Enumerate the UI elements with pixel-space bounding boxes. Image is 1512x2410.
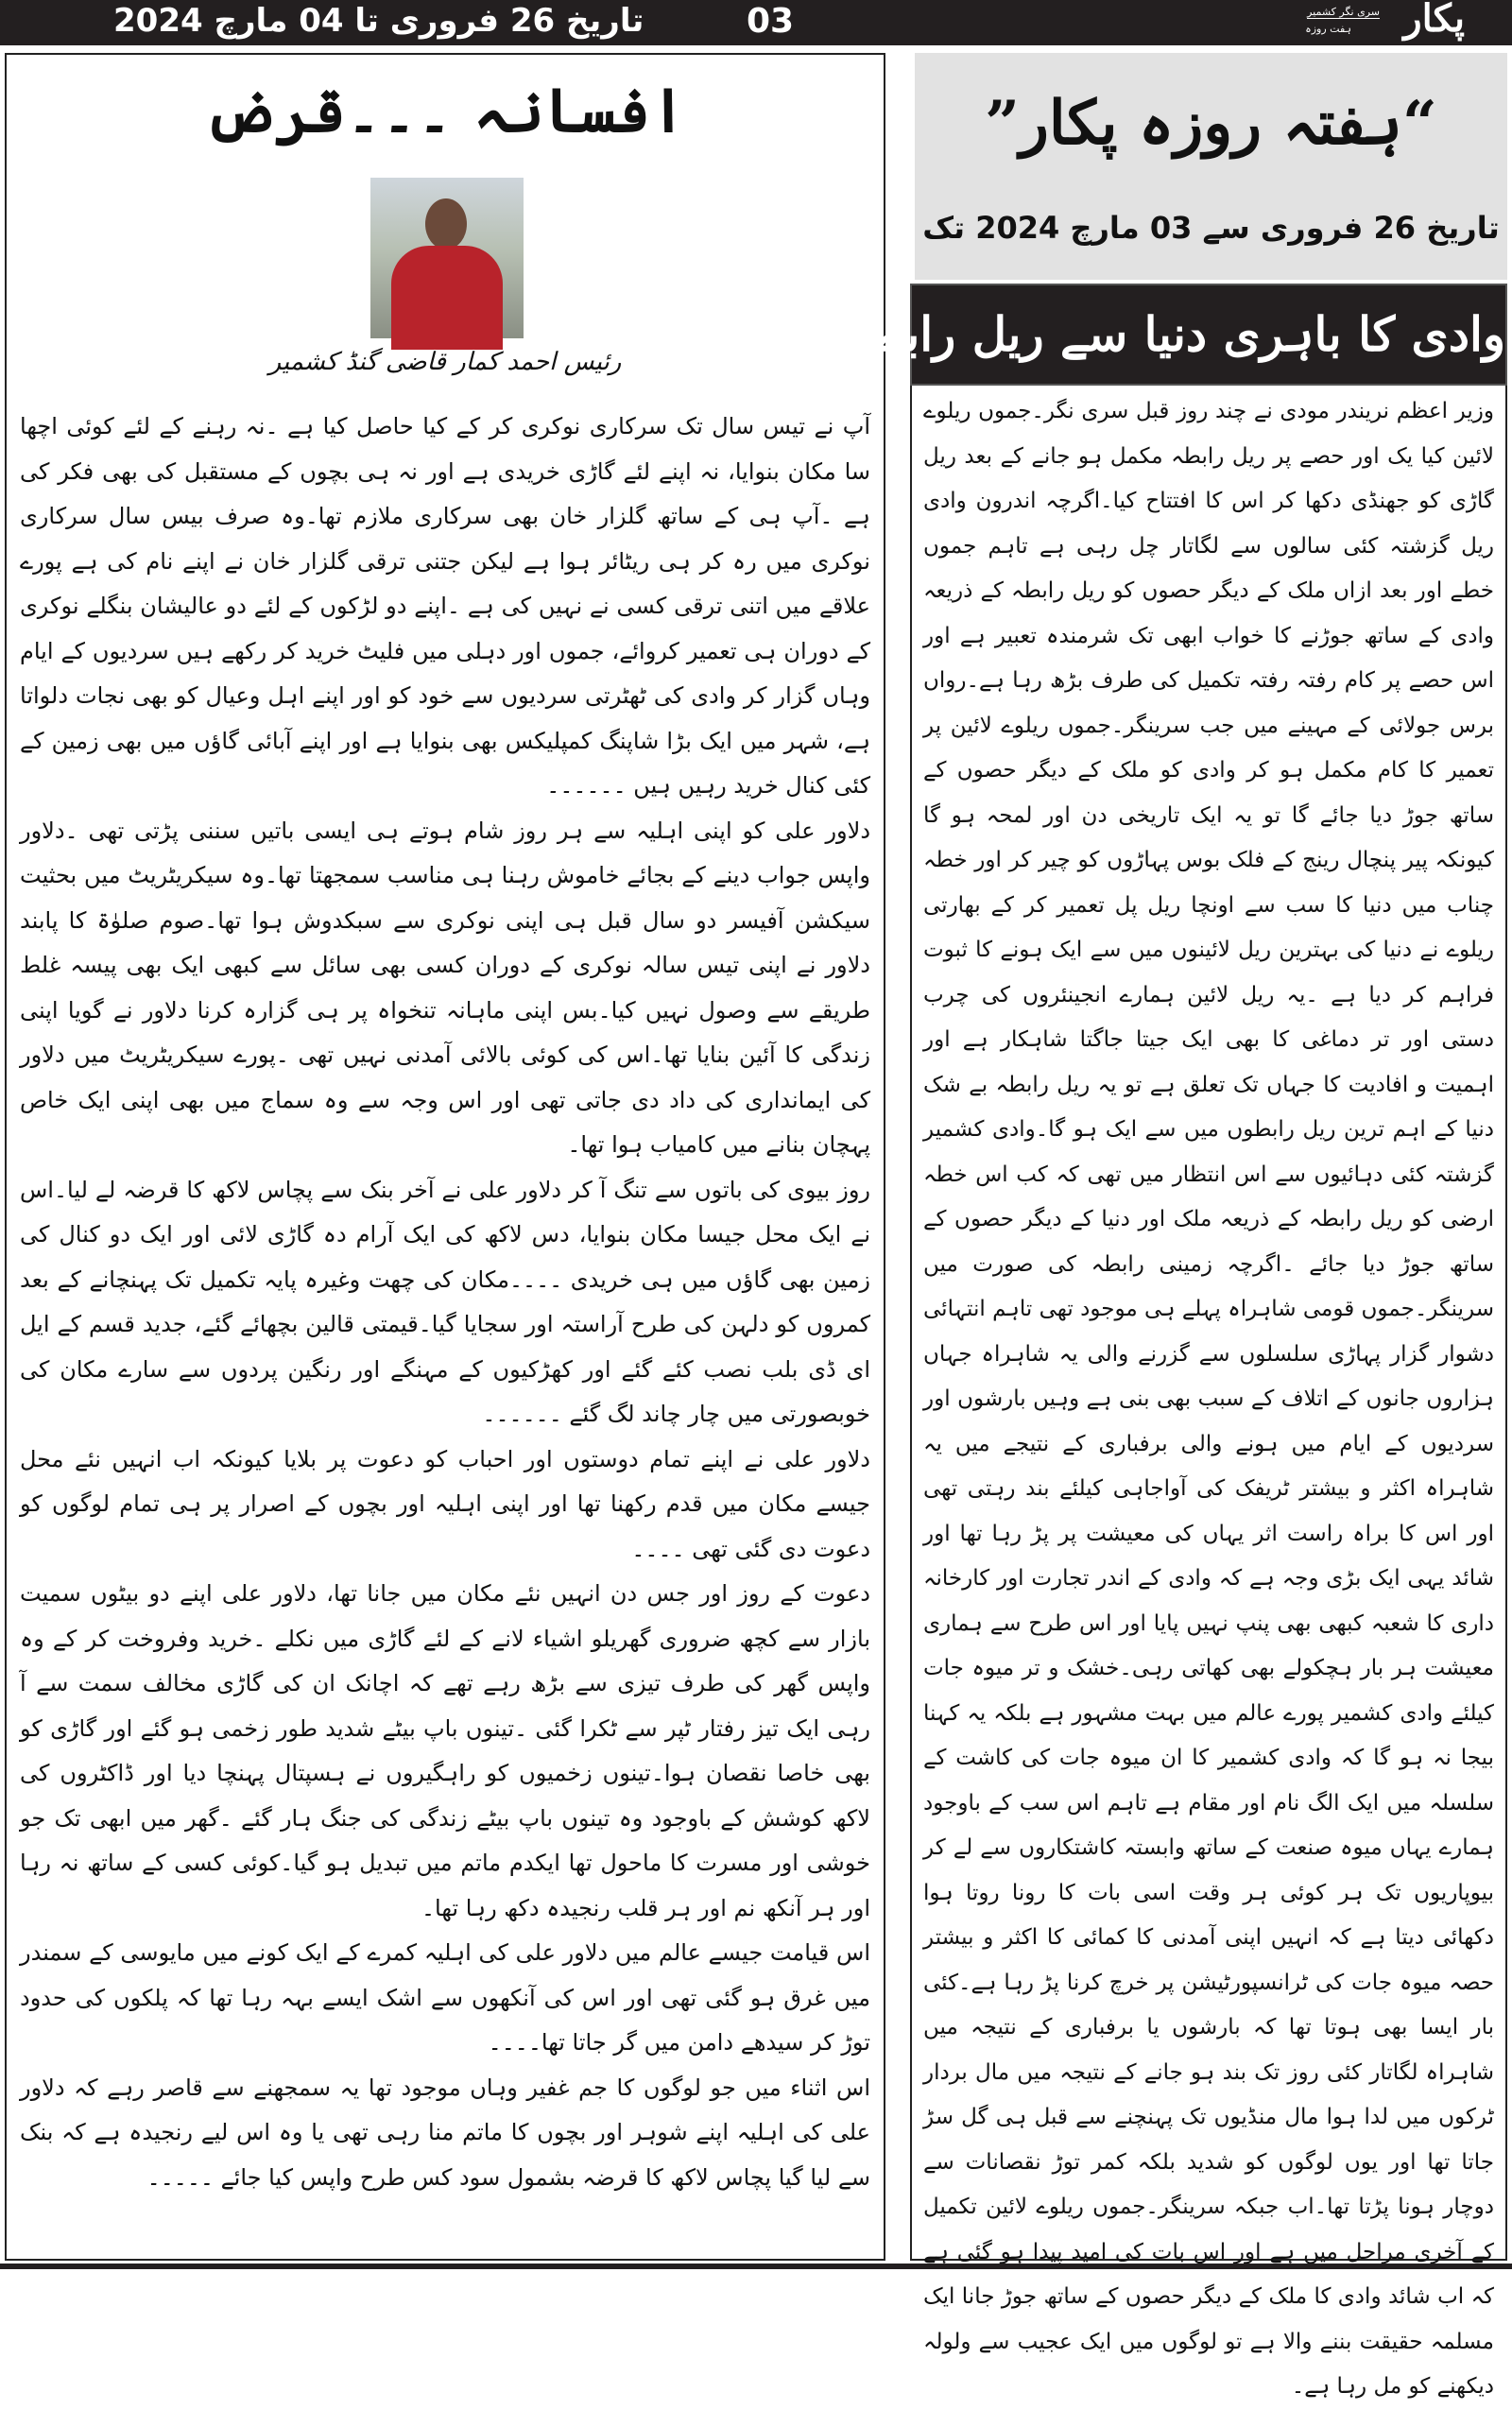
- bottom-rule: [0, 2264, 1512, 2269]
- story-paragraph: دعوت کے روز اور جس دن انہیں نئے مکان میں جانا تھا، دلاور علی اپنے دو بیٹوں سمیت بازار سے کچھ ضروری گھریلو اشیاء لانے کے لئے گاڑی میں نکلے ۔خرید وفروخت کر کے وہ واپس گھر کی طرف تیزی سے بڑھ رہے تھے کہ اچانک ان کی گاڑی مخالف سمت سے آ رہی ایک تیز رفتار ٹپر سے ٹکرا گئی ۔تینوں باپ بیٹے شدید طور زخمی ہو گئے اور گاڑی کو بھی خاصا نقصان ہوا۔تینوں زخمیوں کو راہگیروں نے ہسپتال پہنچا دیا اور ڈاکٹروں کی لاکھ کوشش کے باوجود وہ تینوں باپ بیٹے زندگی کی جنگ ہار گئے ۔گھر میں ابھی تک جو خوشی اور مسرت کا ماحول تھا ایکدم ماتم میں تبدیل ہو گیا۔کوئی کسی کے ساتھ نہ رہا اور ہر آنکھ نم اور ہر قلب رنجیدہ دکھ رہا تھا۔: [20, 1580, 871, 1921]
- author-photo-head: [425, 198, 467, 250]
- story-paragraph: دلاور علی نے اپنے تمام دوستوں اور احباب کو دعوت پر بلایا کیونکہ اب انہیں نئے محل جیسے مکان میں قدم رکھنا تھا اور اپنی اہلیہ اور بچوں کے اصرار پر ہی تمام لوگوں کو دعوت دی گئی تھی ۔۔۔۔: [20, 1445, 870, 1562]
- masthead-title: “ہفتہ روزہ پکار”: [985, 88, 1437, 159]
- logo-city: سری نگر کشمیر: [1307, 6, 1380, 18]
- story-paragraph: آپ نے تیس سال تک سرکاری نوکری کر کے کیا حاصل کیا ہے ۔نہ رہنے کے لئے کوئی اچھا سا مکان بنوایا، نہ اپنے لئے گاڑی خریدی ہے اور نہ ہی بچوں کے مستقبل کی بھی فکر کی ہے ۔آپ ہی کے ساتھ گلزار خان بھی سرکاری ملازم تھا۔وہ صرف بیس سال سرکاری نوکری میں رہ کر ہی ریٹائر ہوا ہے لیکن جتنی ترقی گلزار خان نے اپنے نام کی ہے پورے علاقے میں اتنی ترقی کسی نے نہیں کی ہے ۔اپنے دو لڑکوں کے لئے دو عالیشان بنگلے نوکری کے دوران ہی تعمیر کروائے، جموں اور دہلی میں فلیٹ خرید کر رکھے ہیں سردیوں کے ایام وہاں گزار کر وادی کی ٹھٹرتی سردیوں سے خود کو اور اپنے اہل وعیال کو بھی نجات دلواتا ہے، شہر میں ایک بڑا شاپنگ کمپلیکس بھی بنوایا ہے اور اپنے آبائی گاؤں میں بھی زمین کے کئی کنال خرید رہیں ہیں ۔۔۔۔۔۔: [20, 413, 870, 799]
- story-paragraph: اس اثناء میں جو لوگوں کا جم غفیر وہاں موجود تھا یہ سمجھنے سے قاصر رہے کہ دلاور علی کی اہلیہ اپنے شوہر اور بچوں کا ماتم منا رہی تھی یا وہ اس لیے رنجیدہ ہے کہ بنک سے لیا گیا پچاس لاکھ کا قرضہ بشمول سود کس طرح واپس کیا جائے ۔۔۔۔۔: [20, 2074, 870, 2191]
- author-byline: رئیس احمد کمار قاضی گنڈ کشمیر: [268, 348, 622, 376]
- newspaper-logo: [1247, 0, 1474, 45]
- header-date: تاریخ 26 فروری تا 04 مارچ 2024: [113, 2, 644, 40]
- masthead-box: [915, 53, 1507, 280]
- editorial-title: وادی کا باہری دنیا سے ریل رابطہ: [910, 284, 1507, 386]
- short-story-section: [5, 53, 885, 2261]
- story-body: [20, 405, 870, 2253]
- editorial-body: وزیر اعظم نریندر مودی نے چند روز قبل سری نگر۔جموں ریلوے لائین کیا یک اور حصے پر ریل رابطہ مکمل ہو جانے کے بعد ریل گاڑی کو جھنڈی دکھا کر اس کا افتتاح کیا۔اگرچہ اندرون وادی ریل گزشتہ کئی سالوں سے لگاتار چل رہی ہے تاہم جموں خطے اور بعد ازاں ملک کے دیگر حصوں کو ریل رابطہ کے ذریعہ وادی کے ساتھ جوڑنے کا خواب ابھی تک شرمندہ تعبیر ہے اور اس حصے پر کام رفتہ رفتہ تکمیل کی طرف بڑھ رہا ہے۔رواں برس جولائی کے مہینے میں جب سرینگر۔جموں ریلوے لائین پر تعمیر کا کام مکمل ہو کر وادی کو ملک کے دیگر حصوں کے ساتھ جوڑ دیا جائے گا تو یہ ایک تاریخی دن اور لمحہ ہو گا کیونکہ پیر پنچال رینج کے فلک بوس پہاڑوں کو چیر کر اور خطہ چناب میں دنیا کا سب سے اونچا ریل پل تعمیر کر کے بھارتی ریلوے نے دنیا کی بہترین ریل لائینوں میں سے ایک ہونے کا ثبوت فراہم کر دیا ہے ۔یہ ریل لائین ہمارے انجینئروں کی چرب دستی اور تر دماغی کا بھی ایک جیتا جاگتا شاہکار ہے اور اہمیت و افادیت کا جہاں تک تعلق ہے تو یہ ریل رابطہ بے شک دنیا کے اہم ترین ریل رابطوں میں سے ایک ہو گا۔وادی کشمیر گزشتہ کئی دہائیوں سے اس انتظار میں تھی کہ کب اس خطہ ارضی کو ریل رابطہ کے ذریعہ ملک اور دنیا کے دیگر حصوں کے ساتھ جوڑ دیا جائے ۔اگرچہ زمینی رابطہ کی صورت میں سرینگر۔جموں قومی شاہراہ پہلے ہی موجود تھی تاہم انتہائی دشوار گزار پہاڑی سلسلوں سے گزرنے والی یہ شاہراہ جہاں ہزاروں جانوں کے اتلاف کے سبب بھی بنی ہے وہیں بارشوں اور سردیوں کے ایام میں ہونے والی برفباری کے نتیجے میں یہ شاہراہ اکثر و بیشتر ٹریفک کی آواجاہی کیلئے بند رہتی تھی اور اس کا براہ راست اثر یہاں کی معیشت پر پڑ رہا تھا اور شائد یہی ایک بڑی وجہ ہے کہ وادی کے اندر تجارت اور کارخانہ داری کا شعبہ کبھی بھی پنپ نہیں پایا اور اس طرح سے ہماری معیشت ہر بار ہچکولے بھی کھاتی رہی۔خشک و تر میوہ جات کیلئے وادی کشمیر پورے عالم میں بہت مشہور ہے بلکہ یہ کہنا بیجا نہ ہو گا کہ وادی کشمیر کا ان میوہ جات کی کاشت کے سلسلہ میں ایک الگ نام اور مقام ہے تاہم اس سب کے باوجود ہمارے یہاں میوہ صنعت کے ساتھ وابستہ کاشتکاروں سے لے کر بیوپاریوں تک ہر کوئی ہر وقت اسی بات کا رونا روتا ہوا دکھائی دیتا ہے کہ انہیں اپنی آمدنی کا کمائی کا اکثر و بیشتر حصہ میوہ جات کی ٹرانسپورٹیشن پر خرچ کرنا پڑ رہا ہے۔کئی بار ایسا بھی ہوتا تھا کہ بارشوں یا برفباری کے نتیجہ میں شاہراہ لگاتار کئی روز تک بند ہو جانے کے نتیجہ میں مال بردار ٹرکوں میں لدا ہوا مال منڈیوں تک پہنچنے سے قبل ہی گل سڑ جاتا تھا اور یوں لوگوں کو شدید بلکہ کمر توڑ نقصانات سے دوچار ہونا پڑتا تھا۔اب جبکہ سرینگر۔جموں ریلوے لائین تکمیل کے آخری مراحل میں ہے اور اس بات کی امید پیدا ہو گئی ہے کہ اب شائد وادی کا ملک کے دیگر حصوں کے ساتھ جوڑ جانا ایک مسلمہ حقیقت بننے والا ہے تو لوگوں میں ایک عجیب سے ولولہ دیکھنے کو مل رہا ہے۔: [910, 386, 1507, 2261]
- page-header-bar: [0, 0, 1512, 45]
- story-paragraph: اس قیامت جیسے عالم میں دلاور علی کی اہلیہ کمرے کے ایک کونے میں مایوسی کے سمندر میں غرق ہو گئی تھی اور اس کی آنکھوں سے اشک ایسے بہہ رہا تھا کہ پلکوں کی حدود توڑ کر سیدھے دامن میں گر جاتا تھا۔۔۔۔: [20, 1939, 870, 2056]
- logo-name: پکار: [1403, 0, 1465, 41]
- logo-weekly: ہفت روزہ: [1305, 23, 1351, 35]
- story-title: افسانہ ۔۔۔قرض: [204, 76, 686, 146]
- masthead-date: تاریخ 26 فروری سے 03 مارچ 2024 تک: [922, 210, 1500, 246]
- author-photo: [370, 178, 524, 338]
- story-paragraph: روز بیوی کی باتوں سے تنگ آ کر دلاور علی نے آخر بنک سے پچاس لاکھ کا قرضہ لے لیا۔اس نے ایک محل جیسا مکان بنوایا، دس لاکھ کی ایک آرام دہ گاڑی لائی اور ایک دو کنال کی زمین بھی گاؤں میں ہی خریدی ۔۔۔۔مکان کی چھت وغیرہ پایہ تکمیل تک پہنچانے کے بعد کمروں کو دلہن کی طرح آراستہ اور سجایا گیا۔قیمتی قالین بچھائے گئے، جدید قسم کے ایل ای ڈی بلب نصب کئے گئے اور کھڑکیوں کے مہنگے اور رنگین پردوں سے سارے مکان کی خوبصورتی میں چار چاند لگ گئے ۔۔۔۔۔۔: [20, 1176, 870, 1427]
- story-paragraph: دلاور علی کو اپنی اہلیہ سے ہر روز شام ہوتے ہی ایسی باتیں سننی پڑتی تھی ۔دلاور واپس جواب دینے کے بجائے خاموش رہنا ہی مناسب سمجھتا تھا۔وہ سیکریٹریٹ میں بحثیت سیکشن آفیسر دو سال قبل ہی اپنی نوکری سے سبکدوش ہوا تھا۔صوم صلوٰۃ کا پابند دلاور نے اپنی تیس سالہ نوکری کے دوران کسی بھی سائل سے کبھی ایک بھی پیسہ غلط طریقے سے وصول نہیں کیا۔بس اپنی ماہانہ تنخواہ پر ہی گزارہ کرنا دلاور نے گویا اپنی زندگی کا آئین بنایا تھا۔اس کی کوئی بالائی آمدنی نہیں تھی ۔پورے سیکریٹریٹ میں دلاور کی ایمانداری کی داد دی جاتی تھی اور اس وجہ سے وہ سماج میں بھی اپنی ایک خاص پہچان بنانے میں کامیاب ہوا تھا۔: [20, 817, 870, 1158]
- page-number: 03: [747, 2, 795, 41]
- author-photo-jacket: [391, 246, 503, 350]
